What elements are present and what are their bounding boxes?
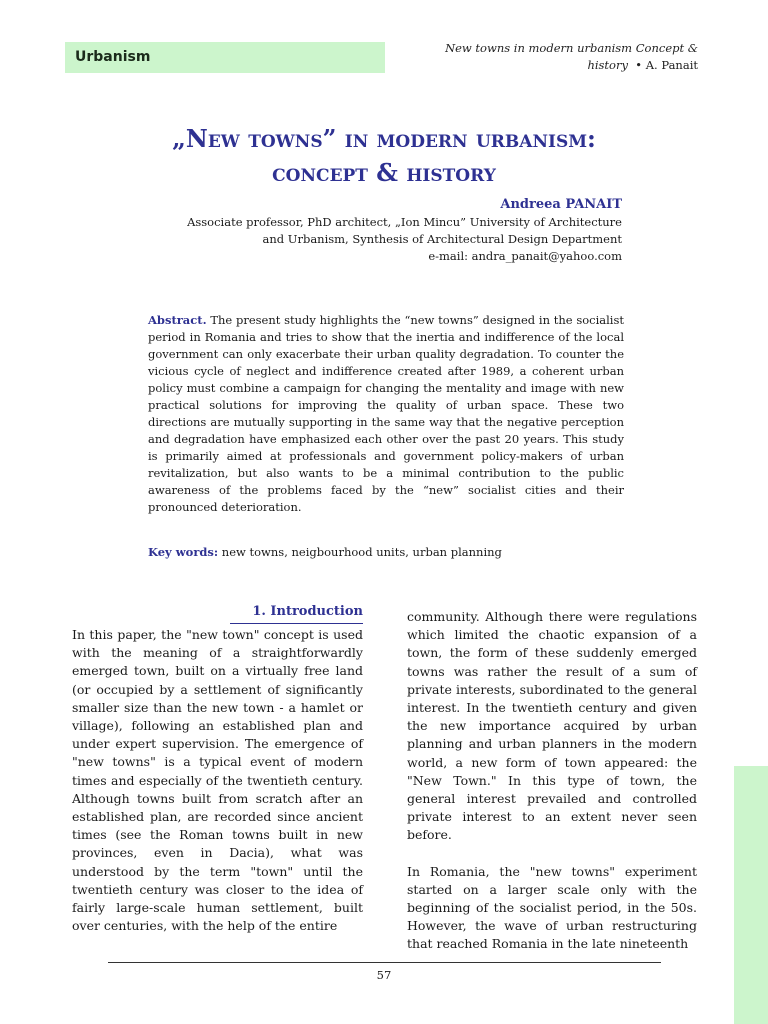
keywords-text: new towns, neigbourhood units, urban planning bbox=[221, 545, 502, 559]
running-title-line2 bbox=[438, 57, 698, 74]
introduction-paragraph-left: In this paper, the "new town" concept is used with the meaning of a straightforwardly emerged town, built on a virtually free land (or occupied by a settlement of significantly smaller size than the new town - a hamlet or village), following an established plan and under expert supervision. The emergence of "new towns" is a typical event of modern times and especially of the twentieth century. Although towns built from scratch after an established plan, are recorded since ancient times (see the Roman towns built in new provinces, even in Dacia), what was understood by the term "town" until the twentieth century was closer to the idea of fairly large-scale human settlement, built over centuries, with the help of the entire bbox=[72, 627, 363, 934]
paper-title-line2: concept & history bbox=[272, 158, 496, 187]
column-right bbox=[407, 608, 697, 954]
running-title-line1: New towns in modern urbanism Concept & bbox=[445, 41, 698, 55]
abstract-label: Abstract. bbox=[148, 313, 207, 327]
page-number: 57 bbox=[376, 968, 392, 982]
introduction-paragraph-right-2: In Romania, the "new towns" experiment started on a larger scale only with the beginning of the socialist period, in the 50s. However, the wave of urban restructuring that reached Romania in the late nineteenth bbox=[407, 863, 697, 952]
section-label: Urbanism bbox=[75, 49, 151, 65]
affiliation-line2: and Urbanism, Synthesis of Architectural Design Department bbox=[262, 232, 622, 246]
introduction-paragraph-right-1: community. Although there were regulations which limited the chaotic expansion of a town, the form of these suddenly emerged towns was rather the result of a sum of private interests, subordinated to the general interest. In the twentieth century and given the new importance acquired by urban planning and urban planners in the modern world, a new form of town appeared: the "New Town." In this type of town, the general interest prevailed and controlled private interest to an extent never seen before. bbox=[407, 609, 697, 843]
running-author: A. Panait bbox=[645, 58, 698, 72]
running-title-history: history bbox=[587, 58, 628, 72]
abstract-text: The present study highlights the “new towns” designed in the socialist period in Romania and tries to show that the inertia and indifference of the local government can only exacerbate their urban quality degradation. To counter the vicious cycle of neglect and indifference created after 1989, a coherent urban policy must combine a campaign for changing the mentality and image with new practical solutions for improving the quality of urban space. These two directions are mutually supporting in the same way that the negative perception and degradation have emphasized each other over the past 20 years. This study is primarily aimed at professionals and government policy-makers of urban revitalization, but also wants to be a minimal contribution to the public awareness of the problems faced by the “new” socialist cities and their pronounced deterioration. bbox=[148, 313, 624, 514]
author-email: e-mail: andra_panait@yahoo.com bbox=[428, 249, 622, 263]
running-head bbox=[438, 40, 698, 74]
column-left bbox=[72, 626, 363, 935]
section-label-box bbox=[65, 42, 385, 73]
introduction-heading: 1. Introduction bbox=[252, 604, 363, 619]
paper-title bbox=[0, 122, 768, 190]
paper-title-line1: „New towns” in modern urbanism: bbox=[172, 124, 596, 153]
affiliation-line1: Associate professor, PhD architect, „Ion Mincu” University of Architecture bbox=[187, 215, 622, 229]
author-affiliation bbox=[102, 214, 622, 265]
keywords-label: Key words: bbox=[148, 545, 219, 559]
side-color-band bbox=[734, 766, 768, 1024]
author-name: Andreea PANAIT bbox=[500, 197, 622, 212]
abstract bbox=[148, 312, 624, 516]
running-title-bullet: • bbox=[631, 58, 646, 72]
introduction-heading-rule bbox=[230, 623, 363, 624]
footer-rule bbox=[108, 962, 661, 963]
keywords bbox=[148, 544, 624, 561]
